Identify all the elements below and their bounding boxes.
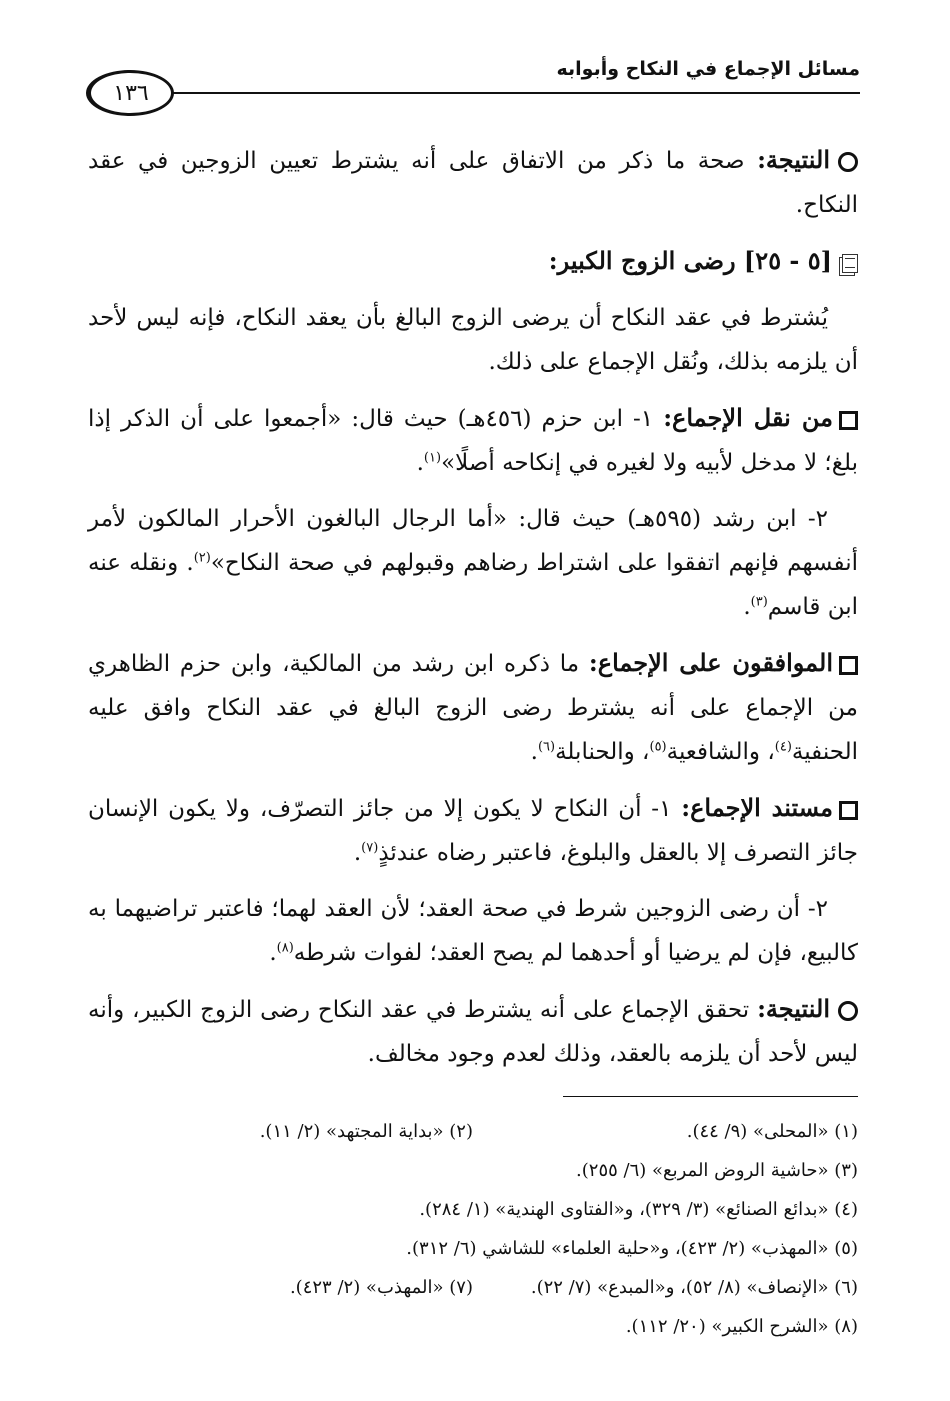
square-bullet-icon bbox=[839, 656, 858, 675]
ibn-rushd-text: ٢- ابن رشد (٥٩٥هـ) حيث قال: «أما الرجال البالغون الأحرار المالكون لأمر أنفسهم فإنهم اتفقوا على اشتراط رضاهم وقبولهم في صحة النكاح» bbox=[88, 506, 858, 576]
footnote-ref-2[interactable]: (٢) bbox=[193, 550, 211, 566]
main-text bbox=[88, 138, 858, 1088]
ibn-rushd-end: . bbox=[743, 594, 751, 620]
circle-bullet-icon bbox=[838, 152, 858, 172]
intro-text: يُشترط في عقد النكاح أن يرضى الزوج البالغ بأن يعقد النكاح، فإنه ليس لأحد أن يلزمه بذلك، ونُقل الإجماع على ذلك. bbox=[88, 305, 858, 375]
basis-end: . bbox=[353, 840, 362, 866]
intro-paragraph bbox=[88, 296, 858, 384]
agreeing-mid-1: ، والشافعية bbox=[666, 739, 775, 765]
footnote-row bbox=[88, 1151, 858, 1190]
footnote-ref-8[interactable]: (٨) bbox=[276, 940, 294, 956]
footnote-8: (٨) «الشرح الكبير» (٢٠/ ١١٢). bbox=[625, 1316, 858, 1337]
footnote-3: (٣) «حاشية الروض المربع» (٦/ ٢٥٥). bbox=[576, 1160, 858, 1181]
consensus-transmitters-paragraph bbox=[88, 396, 858, 485]
agreeing-text: ما ذكره ابن رشد من المالكية، وابن حزم الظاهري من الإجماع على أنه يشترط رضى الزوج البالغ في عقد النكاح وافق عليه الحنفية bbox=[88, 651, 858, 765]
footnote-row bbox=[88, 1112, 858, 1151]
agreeing-mid-2: ، والحنابلة bbox=[555, 739, 650, 765]
footnote-1: (١) «المحلى» (٩/ ٤٤). bbox=[686, 1121, 858, 1142]
basis-lead: مستند الإجماع: bbox=[681, 793, 834, 822]
header-rule bbox=[170, 92, 860, 94]
square-bullet-icon bbox=[839, 411, 858, 430]
result-lead-2: النتيجة: bbox=[757, 994, 830, 1023]
basis-second-end: . bbox=[269, 940, 277, 966]
square-bullet-icon bbox=[839, 801, 858, 820]
footnote-row bbox=[88, 1307, 858, 1346]
section-heading bbox=[88, 239, 858, 284]
running-title: مسائل الإجماع في النكاح وأبوابه bbox=[556, 58, 860, 80]
result-text: صحة ما ذكر من الاتفاق على أنه يشترط تعيين الزوجين في عقد النكاح. bbox=[88, 148, 858, 218]
consensus-basis-paragraph bbox=[88, 786, 858, 875]
result-paragraph-2 bbox=[88, 987, 858, 1076]
document-icon bbox=[842, 254, 858, 273]
circle-bullet-icon bbox=[838, 1001, 858, 1021]
footnote-7: (٧) «المهذب» (٢/ ٤٢٣). bbox=[289, 1277, 473, 1298]
footnote-5: (٥) «المهذب» (٢/ ٤٢٣)، و«حلية العلماء» للشاشي (٦/ ٣١٢). bbox=[406, 1238, 858, 1259]
footnote-ref-7[interactable]: (٧) bbox=[361, 840, 379, 856]
footnote-4: (٤) «بدائع الصنائع» (٣/ ٣٢٩)، و«الفتاوى الهندية» (١/ ٢٨٤). bbox=[419, 1199, 858, 1220]
footnote-row bbox=[88, 1268, 858, 1307]
footnote-row bbox=[88, 1190, 858, 1229]
basis-text: ١- أن النكاح لا يكون إلا من جائز التصرّف، ولا يكون الإنسان جائز التصرف إلا بالعقل والبلوغ، فاعتبر رضاه عندئذٍ bbox=[88, 796, 858, 866]
ibn-rushd-mid: . ونقله عنه ابن قاسم bbox=[88, 550, 858, 620]
footnote-6: (٦) «الإنصاف» (٨/ ٥٢)، و«المبدع» (٧/ ٢٢). bbox=[530, 1277, 858, 1298]
footnote-ref-6[interactable]: (٦) bbox=[537, 739, 556, 755]
agreeing-end: . bbox=[530, 739, 538, 765]
transmitters-end: . bbox=[416, 450, 424, 476]
footnote-row bbox=[88, 1229, 858, 1268]
footnotes bbox=[88, 1112, 858, 1346]
result-paragraph-1 bbox=[88, 138, 858, 227]
agreeing-schools-paragraph bbox=[88, 641, 858, 774]
agreeing-lead: الموافقون على الإجماع: bbox=[588, 648, 833, 677]
basis-second-paragraph bbox=[88, 887, 858, 975]
result-text-2: تحقق الإجماع على أنه يشترط في عقد النكاح رضى الزوج الكبير، وأنه ليس لأحد أن يلزمه بالعقد، وذلك لعدم وجود مخالف. bbox=[88, 997, 858, 1067]
footnote-ref-1[interactable]: (١) bbox=[423, 450, 442, 466]
footnote-separator bbox=[563, 1096, 858, 1097]
section-title: [٥ - ٢٥] رضى الزوج الكبير: bbox=[548, 246, 832, 275]
footnote-ref-5[interactable]: (٥) bbox=[649, 739, 667, 755]
footnote-2: (٢) «بداية المجتهد» (٢/ ١١). bbox=[259, 1121, 473, 1142]
basis-second-text: ٢- أن رضى الزوجين شرط في صحة العقد؛ لأن العقد لهما؛ فاعتبر تراضيهما به كالبيع، فإن لم يرضيا أو أحدهما لم يصح العقد؛ لفوات شرطه bbox=[88, 896, 858, 966]
page-number: ١٣٦ bbox=[86, 70, 174, 116]
page-header bbox=[90, 56, 860, 104]
footnote-ref-4[interactable]: (٤) bbox=[774, 739, 792, 755]
transmitters-lead: من نقل الإجماع: bbox=[663, 403, 833, 432]
ibn-rushd-paragraph bbox=[88, 497, 858, 629]
result-lead: النتيجة: bbox=[757, 145, 830, 174]
transmitters-text: ١- ابن حزم (٤٥٦هـ) حيث قال: «أجمعوا على أن الذكر إذا بلغ؛ لا مدخل لأبيه ولا لغيره في إنكاحه أصلًا» bbox=[88, 406, 858, 476]
footnote-ref-3[interactable]: (٣) bbox=[750, 594, 768, 610]
